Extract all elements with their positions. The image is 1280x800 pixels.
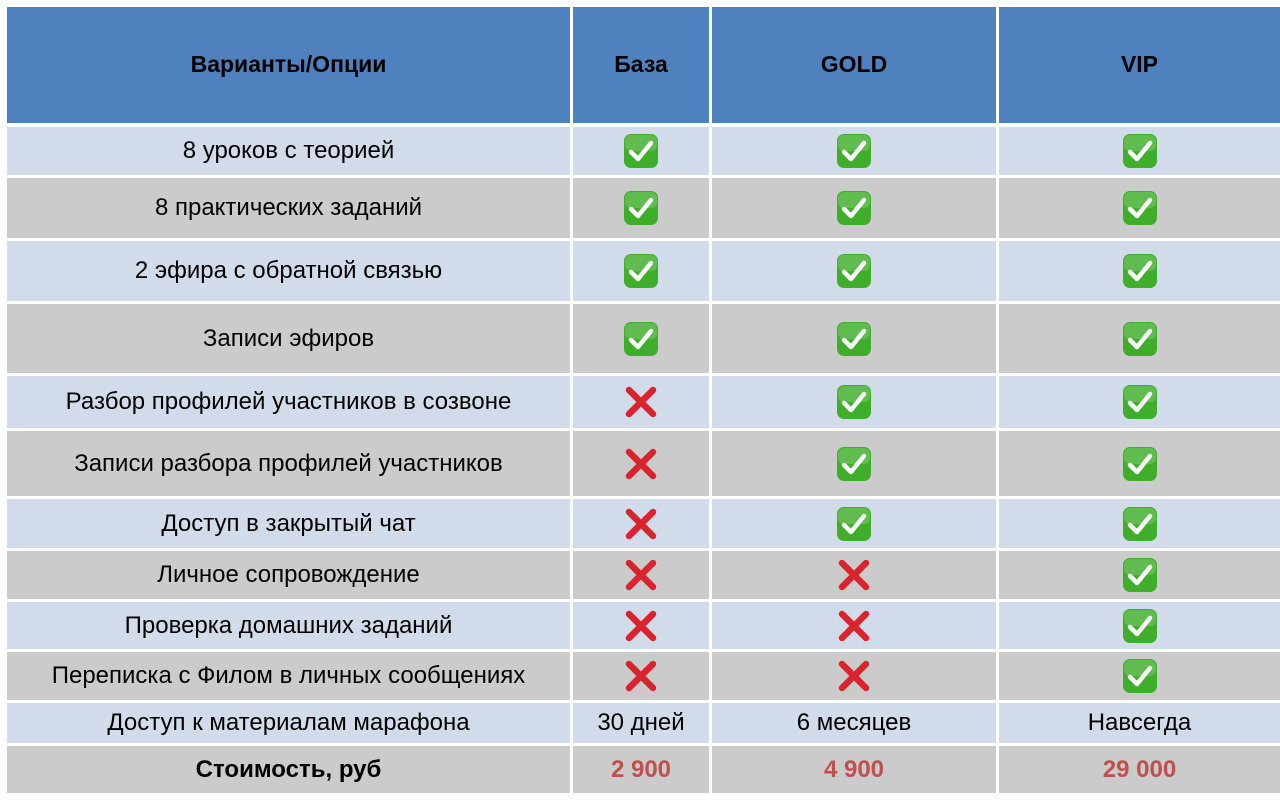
feature-row — [6, 651, 1280, 702]
feature-base-cell — [572, 651, 711, 702]
feature-base-cell — [572, 177, 711, 240]
pricing-comparison-table — [4, 4, 1280, 796]
cross-icon — [623, 557, 659, 593]
feature-vip-cell — [998, 550, 1280, 601]
feature-gold-cell — [711, 651, 998, 702]
access-label: Доступ к материалам марафона — [6, 702, 572, 745]
cross-icon — [836, 557, 872, 593]
cross-icon — [623, 384, 659, 420]
feature-base-cell — [572, 125, 711, 177]
check-icon — [1122, 446, 1158, 482]
check-icon — [1122, 658, 1158, 694]
feature-vip-cell — [998, 240, 1280, 303]
access-row — [6, 702, 1280, 745]
feature-vip-cell — [998, 430, 1280, 498]
price-vip: 29 000 — [998, 745, 1280, 795]
feature-base-cell — [572, 375, 711, 430]
header-base: База — [572, 6, 711, 125]
check-icon — [1122, 190, 1158, 226]
check-icon — [1122, 506, 1158, 542]
feature-vip-cell — [998, 125, 1280, 177]
feature-row — [6, 240, 1280, 303]
access-gold: 6 месяцев — [711, 702, 998, 745]
cross-icon — [836, 608, 872, 644]
check-icon — [836, 446, 872, 482]
feature-row — [6, 430, 1280, 498]
check-icon — [1122, 133, 1158, 169]
check-icon — [1122, 321, 1158, 357]
feature-label: 8 практических заданий — [6, 177, 572, 240]
check-icon — [623, 321, 659, 357]
feature-label: 8 уроков с теорией — [6, 125, 572, 177]
feature-gold-cell — [711, 498, 998, 550]
feature-base-cell — [572, 550, 711, 601]
price-base: 2 900 — [572, 745, 711, 795]
feature-vip-cell — [998, 601, 1280, 651]
feature-gold-cell — [711, 550, 998, 601]
feature-label: Записи эфиров — [6, 303, 572, 375]
feature-gold-cell — [711, 430, 998, 498]
feature-base-cell — [572, 430, 711, 498]
feature-label: Доступ в закрытый чат — [6, 498, 572, 550]
feature-label: Личное сопровождение — [6, 550, 572, 601]
feature-label: Разбор профилей участников в созвоне — [6, 375, 572, 430]
header-vip: VIP — [998, 6, 1280, 125]
cross-icon — [623, 608, 659, 644]
feature-gold-cell — [711, 125, 998, 177]
feature-row — [6, 177, 1280, 240]
check-icon — [1122, 384, 1158, 420]
feature-base-cell — [572, 498, 711, 550]
feature-gold-cell — [711, 240, 998, 303]
check-icon — [836, 384, 872, 420]
price-label: Стоимость, руб — [6, 745, 572, 795]
feature-row — [6, 125, 1280, 177]
feature-gold-cell — [711, 177, 998, 240]
header-row — [6, 6, 1280, 125]
feature-row — [6, 375, 1280, 430]
feature-gold-cell — [711, 303, 998, 375]
feature-row — [6, 601, 1280, 651]
check-icon — [836, 321, 872, 357]
feature-label: Переписка с Филом в личных сообщениях — [6, 651, 572, 702]
feature-vip-cell — [998, 375, 1280, 430]
price-row — [6, 745, 1280, 795]
check-icon — [1122, 557, 1158, 593]
feature-row — [6, 303, 1280, 375]
feature-rows — [6, 125, 1280, 795]
feature-label: 2 эфира с обратной связью — [6, 240, 572, 303]
feature-gold-cell — [711, 375, 998, 430]
feature-vip-cell — [998, 303, 1280, 375]
check-icon — [623, 133, 659, 169]
cross-icon — [623, 446, 659, 482]
feature-row — [6, 498, 1280, 550]
check-icon — [1122, 608, 1158, 644]
feature-label: Проверка домашних заданий — [6, 601, 572, 651]
header-gold: GOLD — [711, 6, 998, 125]
check-icon — [836, 253, 872, 289]
feature-row — [6, 550, 1280, 601]
check-icon — [836, 506, 872, 542]
feature-base-cell — [572, 601, 711, 651]
price-gold: 4 900 — [711, 745, 998, 795]
feature-vip-cell — [998, 177, 1280, 240]
feature-vip-cell — [998, 498, 1280, 550]
check-icon — [836, 133, 872, 169]
check-icon — [836, 190, 872, 226]
cross-icon — [623, 658, 659, 694]
header-options: Варианты/Опции — [6, 6, 572, 125]
feature-base-cell — [572, 240, 711, 303]
check-icon — [623, 190, 659, 226]
feature-vip-cell — [998, 651, 1280, 702]
access-base: 30 дней — [572, 702, 711, 745]
cross-icon — [836, 658, 872, 694]
check-icon — [623, 253, 659, 289]
check-icon — [1122, 253, 1158, 289]
cross-icon — [623, 506, 659, 542]
feature-base-cell — [572, 303, 711, 375]
feature-label: Записи разбора профилей участников — [6, 430, 572, 498]
feature-gold-cell — [711, 601, 998, 651]
access-vip: Навсегда — [998, 702, 1280, 745]
